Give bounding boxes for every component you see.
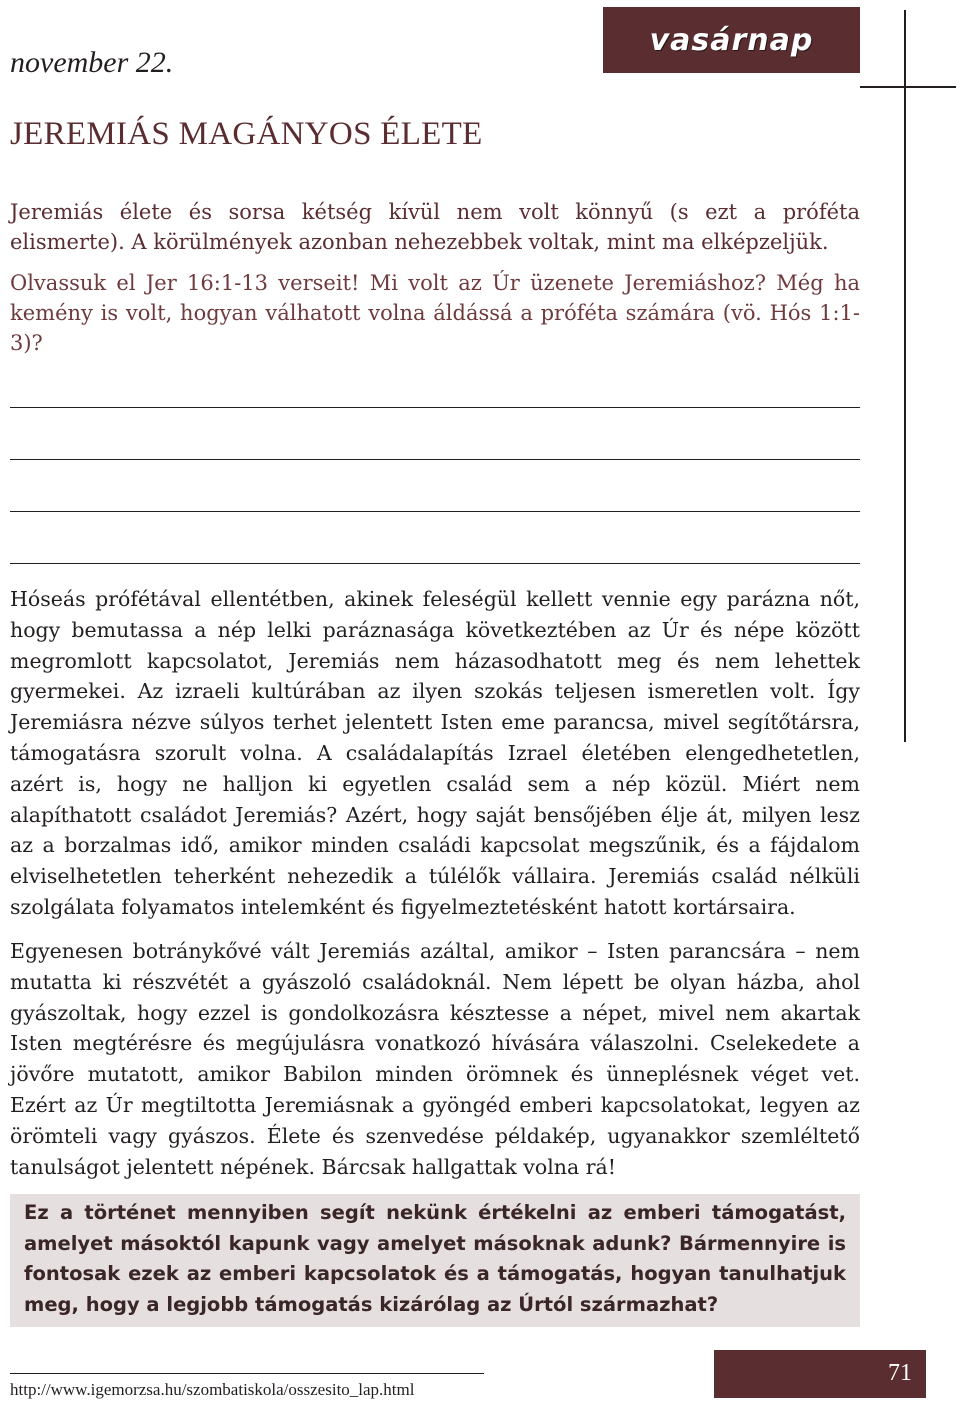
body-paragraph-1: Hóseás prófétával ellentétben, akinek feleségül kellett vennie egy parázna nőt, hogy bemutassa a nép lelki paráznasága következtében az Úr és népe között megromlott kapcsolatot, Jeremiás nem házasodhatott meg és nem lehettek gyermekei. Az izraeli kultúrában az ilyen szokás teljesen ismeretlen volt. Így Jeremiásra nézve súlyos terhet jelentett Isten eme parancsa, mivel segítőtársra, támogatásra szorult volna. A családalapítás Izrael életében elengedhetetlen, azért is, hogy ne halljon ki egyetlen család sem a nép közül. Miért nem alapíthatott családot Jeremiás? Azért, hogy saját bensőjében élje át, milyen lesz az a borzalmas idő, amikor minden családi kapcsolat megszűnik, és a fájdalom elviselhetetlen teherként nehezedik a túlélők vállaira. Jeremiás család nélküli szolgálata folyamatos intelemként és figyelmeztetésként hatott kortársaira. xyxy=(10,587,860,919)
weekday-label: vasárnap xyxy=(649,22,814,58)
answer-line[interactable] xyxy=(10,563,860,564)
weekday-banner xyxy=(603,7,860,73)
reflection-callout xyxy=(10,1194,860,1327)
lesson-date: november 22. xyxy=(10,46,174,79)
margin-rule-vertical xyxy=(904,10,906,742)
intro-paragraph: Jeremiás élete és sorsa kétség kívül nem volt könnyű (s ezt a próféta elismerte). A körülmények azonban nehezebbek voltak, mint ma elképzeljük. xyxy=(10,200,860,254)
answer-line[interactable] xyxy=(10,407,860,408)
page-number-box xyxy=(714,1350,926,1398)
body-paragraph-2: Egyenesen botránykővé vált Jeremiás azáltal, amikor – Isten parancsára – nem mutatta ki részvétét a gyászoló családoknál. Nem lépett be olyan házba, ahol gyászoltak, hogy ezzel is gondolkozásra késztesse a népet, mivel nem akartak Isten megtérésre és megújulásra vonatkozó hívására válaszolni. Cselekedete a jövőre mutatott, amikor Babilon minden örömnek és ünneplésnek véget vet. Ezért az Úr megtiltotta Jeremiásnak a gyöngéd emberi kapcsolatokat, legyen az örömteli vagy gyászos. Élete és szenvedése példakép, ugyanakkor szemléltető tanulságot jelentett népének. Bárcsak hallgattak volna rá! xyxy=(10,939,860,1179)
reflection-question: Ez a történet mennyiben segít nekünk értékelni az emberi támogatást, amelyet másoktól kapunk vagy amelyet másoknak adunk? Bármennyire is fontosak ezek az emberi kapcsolatok és a támogatás, hogyan tanulhatjuk meg, hogy a legjobb támogatás kizárólag az Úrtól származhat? xyxy=(24,1201,846,1316)
footer-rule xyxy=(10,1373,484,1374)
page-number: 71 xyxy=(888,1360,912,1386)
study-question: Olvassuk el Jer 16:1-13 verseit! Mi volt az Úr üzenete Jeremiáshoz? Még ha kemény is volt, hogyan válhatott volna áldássá a próféta számára (vö. Hós 1:1-3)? xyxy=(10,271,860,355)
footer-link[interactable]: http://www.igemorzsa.hu/szombatiskola/osszesito_lap.html xyxy=(10,1380,415,1399)
lesson-title: JEREMIÁS MAGÁNYOS ÉLETE xyxy=(10,116,483,152)
answer-line[interactable] xyxy=(10,459,860,460)
answer-line[interactable] xyxy=(10,511,860,512)
margin-rule-horizontal xyxy=(860,86,956,88)
